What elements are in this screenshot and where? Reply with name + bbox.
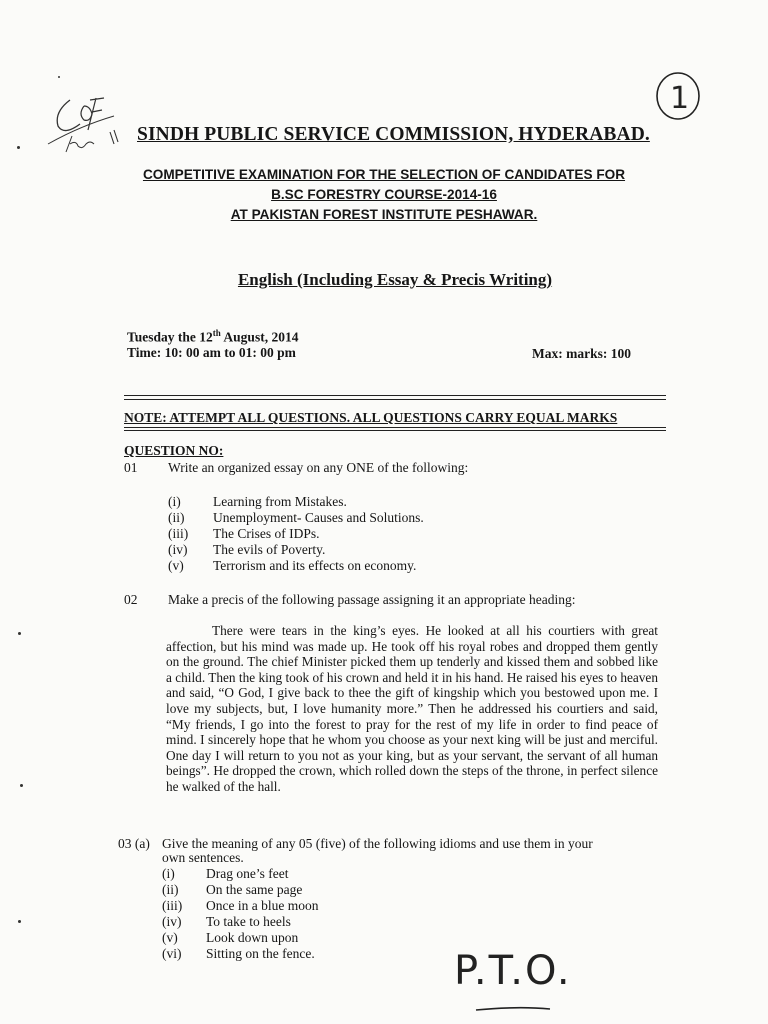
question-3-prompt-line1: Give the meaning of any 05 (five) of the following idioms and use them in your — [162, 836, 593, 851]
exam-date: Tuesday the 12th August, 2014 — [127, 328, 299, 345]
divider — [124, 399, 666, 400]
q1-item-text: The evils of Poverty. — [213, 542, 326, 557]
handwritten-pto — [448, 936, 578, 1016]
subject-title: English (Including Essay & Precis Writing) — [237, 270, 553, 289]
q3-item-text: On the same page — [206, 882, 303, 897]
question-3-prompt-line2: own sentences. — [162, 850, 244, 865]
q3-item-text: To take to heels — [206, 914, 291, 929]
q1-item-text: The Crises of IDPs. — [213, 526, 320, 541]
divider — [124, 395, 666, 396]
q3-item-text: Once in a blue moon — [206, 898, 319, 913]
question-3-number: 03 (a) — [118, 836, 150, 851]
question-1-number: 01 — [124, 460, 138, 475]
q3-item-number: (i) — [162, 866, 175, 881]
q3-item-text: Sitting on the fence. — [206, 946, 315, 961]
handwritten-signature — [40, 70, 140, 170]
handwritten-page-number — [648, 66, 708, 126]
question-2-prompt: Make a precis of the following passage assigning it an appropriate heading: — [168, 592, 576, 607]
exam-heading-line2: B.SC FORESTRY COURSE-2014-16 — [271, 187, 497, 202]
divider — [124, 430, 666, 431]
q1-item-text: Learning from Mistakes. — [213, 494, 347, 509]
q3-item-number: (iv) — [162, 914, 182, 929]
exam-time: Time: 10: 00 am to 01: 00 pm — [127, 345, 296, 360]
q3-item-text: Drag one’s feet — [206, 866, 289, 881]
q1-item-number: (iii) — [168, 526, 189, 541]
q3-item-text: Look down upon — [206, 930, 299, 945]
q1-item-number: (v) — [168, 558, 184, 573]
svg-text:1: 1 — [670, 81, 690, 116]
question-2-number: 02 — [124, 592, 138, 607]
q1-item-text: Terrorism and its effects on economy. — [213, 558, 417, 573]
q1-item-number: (ii) — [168, 510, 185, 525]
instructions-note: NOTE: ATTEMPT ALL QUESTIONS. ALL QUESTIONS CARRY EQUAL MARKS — [124, 410, 618, 425]
precis-passage: There were tears in the king’s eyes. He looked at all his courtiers with great affection, but his mind was made up. He took off his royal robes and dropped them gently on the ground. The chief Minister picked them up tenderly and kissed them and sobbed like a child. Then the king took of his crown and held it in his hand. He raised his eyes to heaven and said, “O God, I give back to thee the gift of kingship which you bestowed upon me. I love my subjects, but, I love humanity more.” Then he addressed his courtiers and said, “My friends, I go into the forest to pray for the rest of my life in order to find peace of mind. I sincerely hope that he whom you choose as your next king will be just and merciful. One day I will return to you not as your king, but as your servant, the servant of all human beings”. He dropped the crown, which rolled down the steps of the throne, in perfect silence he walked of the hall. — [166, 623, 658, 794]
commission-title: SINDH PUBLIC SERVICE COMMISSION, HYDERABAD. — [137, 124, 650, 145]
max-marks: Max: marks: 100 — [532, 346, 631, 361]
q3-item-number: (v) — [162, 930, 178, 945]
divider — [124, 427, 666, 428]
q3-item-number: (vi) — [162, 946, 182, 961]
q3-item-number: (iii) — [162, 898, 183, 913]
q1-item-number: (i) — [168, 494, 181, 509]
exam-heading-line1: COMPETITIVE EXAMINATION FOR THE SELECTION OF CANDIDATES FOR — [142, 167, 626, 182]
svg-text:P.T.O.: P.T.O. — [454, 948, 572, 994]
q1-item-number: (iv) — [168, 542, 188, 557]
exam-heading-line3: AT PAKISTAN FOREST INSTITUTE PESHAWAR. — [230, 207, 538, 222]
q3-item-number: (ii) — [162, 882, 179, 897]
question-heading: QUESTION NO: — [124, 443, 224, 458]
q1-item-text: Unemployment- Causes and Solutions. — [213, 510, 424, 525]
question-1-prompt: Write an organized essay on any ONE of the following: — [168, 460, 469, 475]
